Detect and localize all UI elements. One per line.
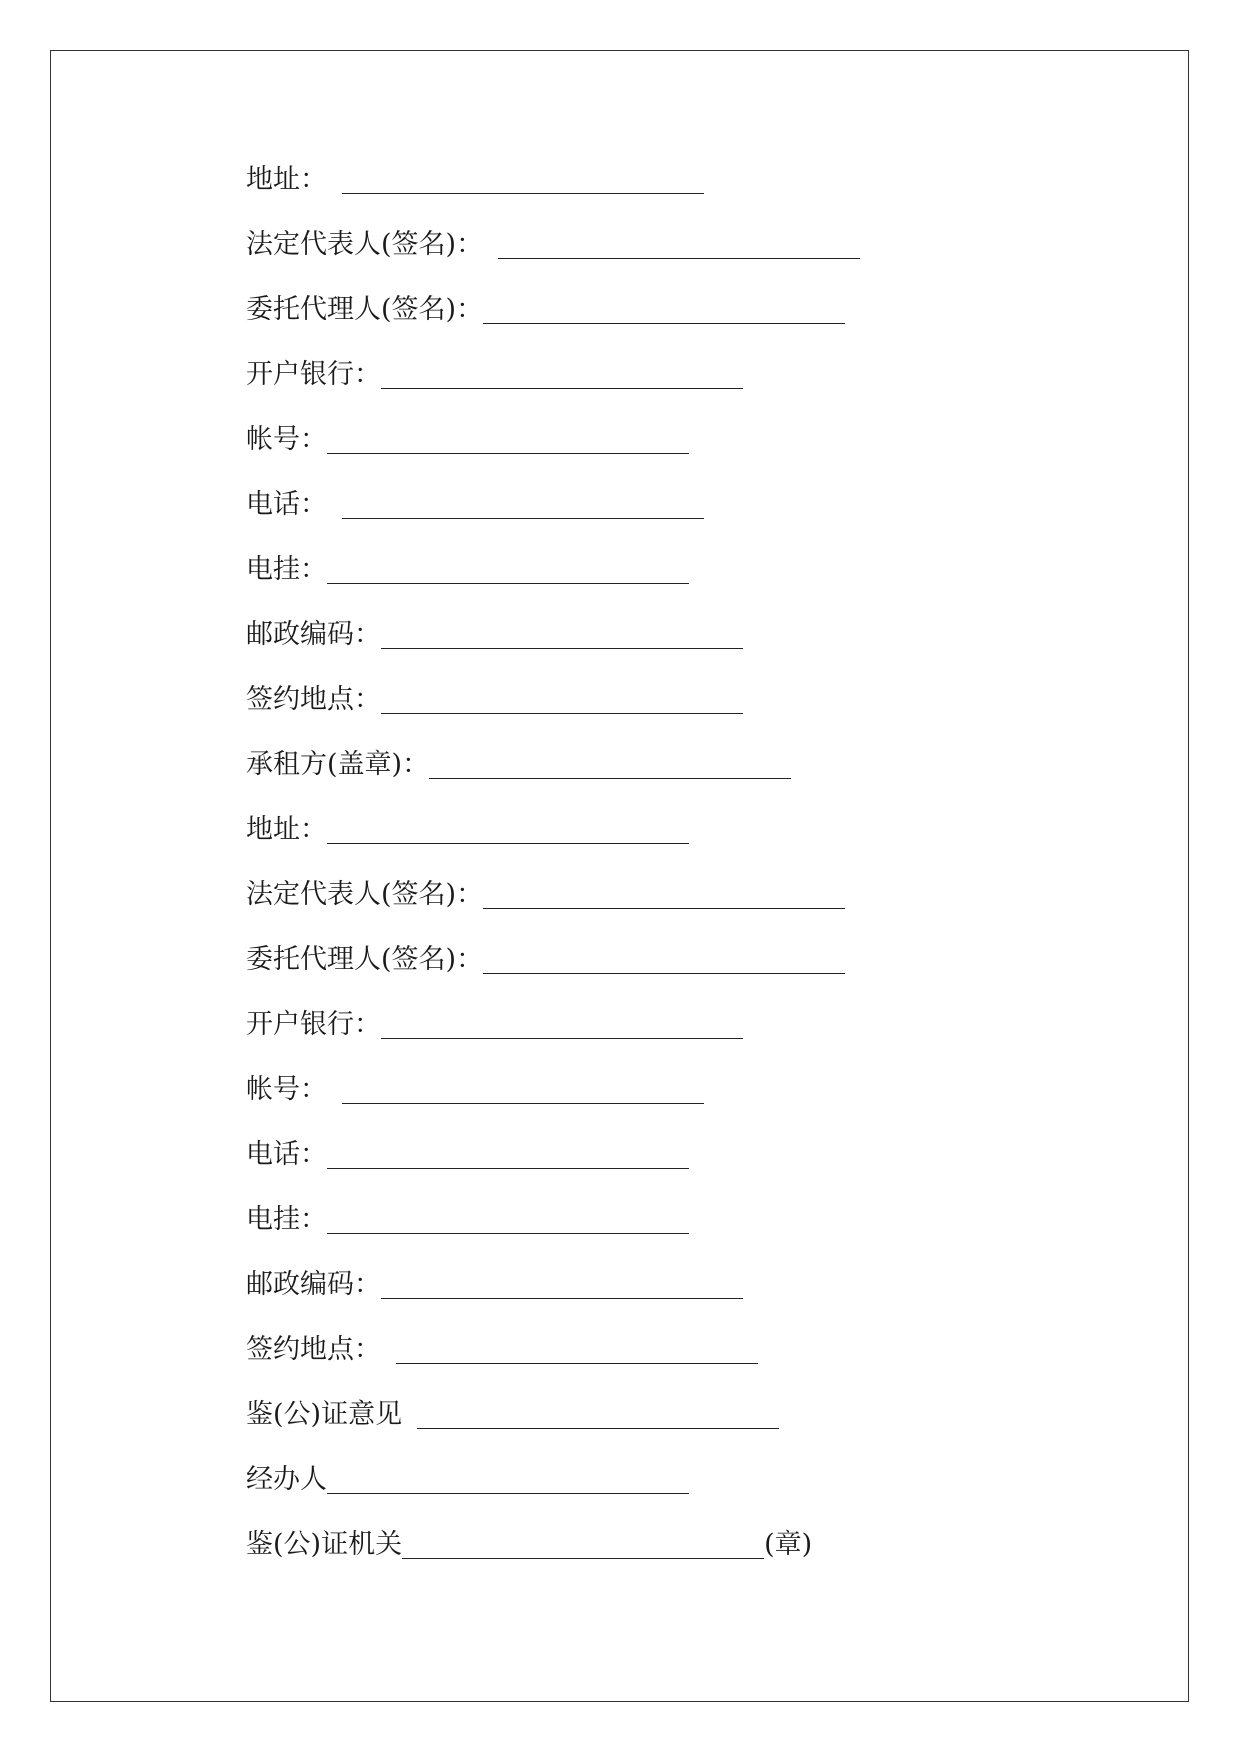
field-label: 承租方(盖章)： bbox=[246, 749, 430, 780]
form-line-lessee-seal bbox=[246, 745, 1146, 810]
fill-in-blank[interactable] bbox=[327, 1460, 689, 1494]
field-label: 鉴(公)证意见 bbox=[246, 1399, 403, 1430]
field-label: 邮政编码： bbox=[246, 1269, 381, 1300]
field-label: 开户银行： bbox=[246, 359, 381, 390]
form-line-signing-place bbox=[246, 680, 1146, 745]
signature-form bbox=[246, 160, 1146, 1590]
fill-in-blank[interactable] bbox=[396, 1330, 758, 1364]
fill-in-blank[interactable] bbox=[327, 420, 689, 454]
field-label: 电话： bbox=[246, 489, 327, 520]
form-line-notary-opinion bbox=[246, 1395, 1146, 1460]
field-label: 签约地点： bbox=[246, 1334, 381, 1365]
fill-in-blank[interactable] bbox=[483, 940, 845, 974]
fill-in-blank[interactable] bbox=[417, 1395, 779, 1429]
field-label: 地址： bbox=[246, 814, 327, 845]
field-label: 开户银行： bbox=[246, 1009, 381, 1040]
form-line-account-number bbox=[246, 420, 1146, 485]
fill-in-blank[interactable] bbox=[342, 485, 704, 519]
field-label: 地址： bbox=[246, 164, 327, 195]
fill-in-blank[interactable] bbox=[342, 1070, 704, 1104]
field-label: 电挂： bbox=[246, 554, 327, 585]
form-line-address bbox=[246, 160, 1146, 225]
fill-in-blank[interactable] bbox=[327, 550, 689, 584]
field-label: 帐号： bbox=[246, 424, 327, 455]
form-line-legal-representative bbox=[246, 225, 1146, 290]
fill-in-blank[interactable] bbox=[381, 615, 743, 649]
field-label: 鉴(公)证机关 bbox=[246, 1529, 403, 1560]
fill-in-blank[interactable] bbox=[381, 355, 743, 389]
form-line-notary-authority bbox=[246, 1525, 1146, 1590]
fill-in-blank[interactable] bbox=[429, 745, 791, 779]
fill-in-blank[interactable] bbox=[483, 290, 845, 324]
fill-in-blank[interactable] bbox=[483, 875, 845, 909]
fill-in-blank[interactable] bbox=[498, 225, 860, 259]
field-label: 经办人 bbox=[246, 1464, 327, 1495]
form-line-handler bbox=[246, 1460, 1146, 1525]
form-line-bank bbox=[246, 1005, 1146, 1070]
fill-in-blank[interactable] bbox=[327, 810, 689, 844]
form-line-phone bbox=[246, 485, 1146, 550]
form-line-postal-code bbox=[246, 615, 1146, 680]
field-label: 签约地点： bbox=[246, 684, 381, 715]
fill-in-blank[interactable] bbox=[342, 160, 704, 194]
form-line-bank bbox=[246, 355, 1146, 420]
field-label: 帐号： bbox=[246, 1074, 327, 1105]
fill-in-blank[interactable] bbox=[402, 1525, 764, 1559]
form-line-phone bbox=[246, 1135, 1146, 1200]
field-label: 邮政编码： bbox=[246, 619, 381, 650]
field-label: 电挂： bbox=[246, 1204, 327, 1235]
fill-in-blank[interactable] bbox=[327, 1135, 689, 1169]
fill-in-blank[interactable] bbox=[381, 680, 743, 714]
fill-in-blank[interactable] bbox=[327, 1200, 689, 1234]
form-line-signing-place bbox=[246, 1330, 1146, 1395]
form-line-telegraph bbox=[246, 1200, 1146, 1265]
seal-suffix: (章) bbox=[764, 1529, 813, 1560]
form-line-authorized-agent bbox=[246, 940, 1146, 1005]
form-line-postal-code bbox=[246, 1265, 1146, 1330]
form-line-authorized-agent bbox=[246, 290, 1146, 355]
form-line-legal-representative bbox=[246, 875, 1146, 940]
form-line-account-number bbox=[246, 1070, 1146, 1135]
form-line-address bbox=[246, 810, 1146, 875]
fill-in-blank[interactable] bbox=[381, 1265, 743, 1299]
field-label: 电话： bbox=[246, 1139, 327, 1170]
fill-in-blank[interactable] bbox=[381, 1005, 743, 1039]
field-label: 法定代表人(签名)： bbox=[246, 229, 484, 260]
field-label: 法定代表人(签名)： bbox=[246, 879, 484, 910]
field-label: 委托代理人(签名)： bbox=[246, 294, 484, 325]
form-line-telegraph bbox=[246, 550, 1146, 615]
field-label: 委托代理人(签名)： bbox=[246, 944, 484, 975]
